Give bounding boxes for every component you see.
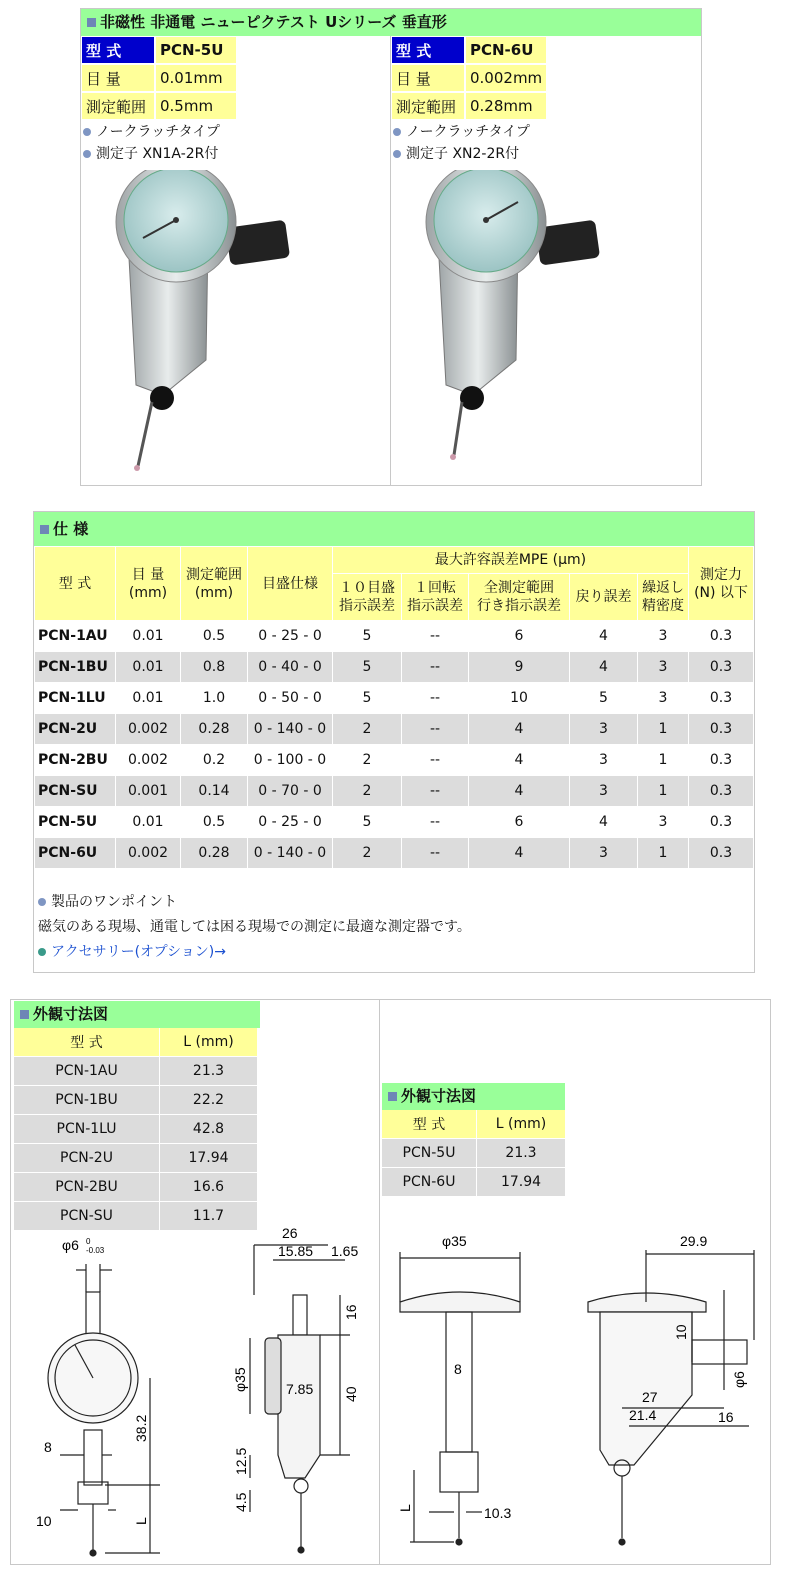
dim-phi6-tol: -0.03 xyxy=(86,1246,105,1255)
dim-26: 26 xyxy=(282,1225,298,1241)
onepoint-section xyxy=(38,890,471,965)
product-spec-table xyxy=(80,35,238,121)
dim-10-3: 10.3 xyxy=(484,1505,512,1521)
model-cell: PCN-SU xyxy=(35,776,115,806)
dim-phi35-r: φ35 xyxy=(442,1233,467,1249)
value-cell: 0.28 xyxy=(181,714,247,744)
value-cell: 1.0 xyxy=(202,690,226,706)
col-model: 型 式 xyxy=(35,547,115,620)
model-cell: PCN-2U xyxy=(14,1144,159,1172)
value-cell: 1 xyxy=(638,776,688,806)
range-value: 0.5mm xyxy=(156,93,236,119)
onepoint-label: 製品のワンポイント xyxy=(38,890,471,915)
value-cell: 4 xyxy=(599,814,608,830)
dim-10: 10 xyxy=(36,1513,52,1529)
value-cell: 0 - 40 - 0 xyxy=(248,652,332,682)
feature-item: ノークラッチタイプ xyxy=(393,121,548,143)
table-row xyxy=(35,776,753,806)
value-cell: 0.001 xyxy=(116,776,180,806)
table-row xyxy=(35,745,753,775)
value-cell: 0.2 xyxy=(202,752,226,768)
feature-list xyxy=(390,121,548,165)
dim-12-5: 12.5 xyxy=(233,1447,249,1475)
table-row xyxy=(14,1115,257,1143)
model-cell: PCN-1LU xyxy=(14,1115,159,1143)
col-range: 測定範囲 (mm) xyxy=(181,547,247,620)
value-cell: -- xyxy=(429,814,441,830)
grad-value: 0.01mm xyxy=(156,65,236,91)
value-cell: 4 xyxy=(570,652,637,682)
product-spec-table xyxy=(390,35,548,121)
grad-label: 目 量 xyxy=(82,65,154,91)
spec-table-wrap xyxy=(34,546,754,869)
model-cell: PCN-5U xyxy=(38,814,98,830)
value-cell: 3 xyxy=(570,714,637,744)
dim-L: L xyxy=(133,1517,149,1525)
value-cell: 4 xyxy=(469,776,569,806)
value-cell: 9 xyxy=(469,652,569,682)
model-cell: PCN-1LU xyxy=(38,690,106,706)
table-row xyxy=(35,838,753,868)
model-cell: PCN-1BU xyxy=(14,1086,159,1114)
table-row xyxy=(35,714,753,744)
value-cell: 0 - 140 - 0 xyxy=(248,838,332,868)
model-cell: PCN-1BU xyxy=(35,652,115,682)
value-cell: 0.28 xyxy=(181,838,247,868)
table-row xyxy=(14,1144,257,1172)
bullet-icon xyxy=(38,948,46,956)
product-card-pcn-5u xyxy=(80,35,238,165)
value-cell: 0 - 70 - 0 xyxy=(248,776,332,806)
dim-27: 27 xyxy=(642,1389,658,1405)
square-bullet-icon xyxy=(40,525,49,534)
value-cell: 0.3 xyxy=(709,752,733,768)
model-cell: PCN-2U xyxy=(35,714,115,744)
dim-10-r: 10 xyxy=(673,1324,689,1340)
table-row xyxy=(35,807,753,837)
length-cell: 11.7 xyxy=(160,1202,257,1230)
value-cell: 0 - 100 - 0 xyxy=(253,752,327,768)
value-cell: 1 xyxy=(658,752,668,768)
value-cell: 5 xyxy=(599,690,608,706)
length-cell: 17.94 xyxy=(160,1144,257,1172)
dim-1-65: 1.65 xyxy=(331,1243,359,1259)
length-cell: 22.2 xyxy=(160,1086,257,1114)
model-cell: PCN-6U xyxy=(382,1168,476,1196)
value-cell: 2 xyxy=(333,714,401,744)
range-value: 0.28mm xyxy=(466,93,546,119)
feature-item: 測定子 XN2-2R付 xyxy=(393,143,548,165)
feature-item: ノークラッチタイプ xyxy=(83,121,238,143)
value-cell: 0.01 xyxy=(132,690,164,706)
value-cell: 0.01 xyxy=(116,652,180,682)
value-cell: 3 xyxy=(658,690,668,706)
dim-29-9: 29.9 xyxy=(680,1233,708,1249)
dims-right-table: 型 式 L (mm) PCN-5U 21.3 PCN-6U 17.94 xyxy=(381,1109,566,1197)
value-cell: 0.3 xyxy=(709,814,733,830)
value-cell: 4 xyxy=(599,628,608,644)
dim-phi6-tol-top: 0 xyxy=(86,1237,91,1246)
model-cell: PCN-6U xyxy=(35,838,115,868)
model-cell: PCN-2BU xyxy=(14,1173,159,1201)
model-cell: PCN-5U xyxy=(382,1139,476,1167)
dim-38-2: 38.2 xyxy=(133,1414,149,1442)
dim-40: 40 xyxy=(343,1386,359,1402)
dim-phi6-r: φ6 xyxy=(731,1371,747,1388)
table-row xyxy=(14,1057,257,1085)
dims-right-table-wrap xyxy=(381,1109,566,1197)
model-label: 型 式 xyxy=(82,37,154,63)
value-cell: 0.5 xyxy=(202,628,226,644)
dim-4-5: 4.5 xyxy=(233,1492,249,1512)
value-cell: 5 xyxy=(333,652,401,682)
table-row xyxy=(382,1139,565,1167)
dims-right-title-bar: 外観寸法図 xyxy=(382,1083,565,1110)
model-cell: PCN-1AU xyxy=(38,628,108,644)
model-cell: PCN-1AU xyxy=(14,1057,159,1085)
value-cell: 0.3 xyxy=(689,776,753,806)
value-cell: -- xyxy=(402,838,468,868)
value-cell: 6 xyxy=(514,628,524,644)
value-cell: 0.002 xyxy=(116,714,180,744)
drawing-left xyxy=(20,1220,375,1565)
length-cell: 16.6 xyxy=(160,1173,257,1201)
value-cell: 2 xyxy=(362,752,372,768)
dim-8-r: 8 xyxy=(454,1361,462,1377)
col-dial: 目盛仕様 xyxy=(248,547,332,620)
dim-16: 16 xyxy=(343,1304,359,1320)
value-cell: 0.002 xyxy=(127,752,169,768)
model-value: PCN-5U xyxy=(156,37,236,63)
value-cell: -- xyxy=(402,652,468,682)
col-mpe: 最大許容誤差MPE (μm) xyxy=(333,547,688,573)
bullet-icon xyxy=(393,128,401,136)
model-cell: PCN-SU xyxy=(14,1202,159,1230)
model-value: PCN-6U xyxy=(466,37,546,63)
bullet-icon xyxy=(393,150,401,158)
value-cell: 1 xyxy=(638,838,688,868)
col-grad: 目 量 (mm) xyxy=(116,547,180,620)
table-row xyxy=(35,621,753,651)
bullet-icon xyxy=(83,128,91,136)
col-mpe-repeat: 繰返し 精密度 xyxy=(638,574,688,620)
spec-title: 仕 様 xyxy=(53,520,89,538)
value-cell: 2 xyxy=(333,838,401,868)
grad-label: 目 量 xyxy=(392,65,464,91)
length-cell: 42.8 xyxy=(160,1115,257,1143)
onepoint-text: 磁気のある現場、通電しては困る現場での測定に最適な測定器です。 xyxy=(38,919,471,935)
value-cell: 0.3 xyxy=(709,628,733,644)
value-cell: 3 xyxy=(570,838,637,868)
model-label: 型 式 xyxy=(392,37,464,63)
table-row xyxy=(14,1173,257,1201)
feature-item: 測定子 XN1A-2R付 xyxy=(83,143,238,165)
value-cell: 0.8 xyxy=(181,652,247,682)
product-card-pcn-6u xyxy=(390,35,548,165)
spec-table xyxy=(34,546,754,869)
range-label: 測定範囲 xyxy=(82,93,154,119)
dims-left-table: 型 式 L (mm) PCN-1AU 21.3 PCN-1BU 22.2 PCN-1LU 42.8 PCN-2U 17.94 PCN-2BU 16.6 PCN-SU 11.7 xyxy=(13,1027,258,1231)
value-cell: 4 xyxy=(469,714,569,744)
value-cell: 6 xyxy=(514,814,524,830)
value-cell: 4 xyxy=(514,752,524,768)
value-cell: 3 xyxy=(599,752,608,768)
value-cell: 0.14 xyxy=(181,776,247,806)
table-row xyxy=(14,1086,257,1114)
table-row xyxy=(35,683,753,713)
model-cell: PCN-2BU xyxy=(38,752,108,768)
col-mpe-return: 戻り誤差 xyxy=(570,574,637,620)
dim-7-85: 7.85 xyxy=(286,1381,314,1397)
value-cell: 0 - 25 - 0 xyxy=(258,814,322,830)
value-cell: 1 xyxy=(638,714,688,744)
value-cell: 2 xyxy=(333,776,401,806)
dim-15-85: 15.85 xyxy=(278,1243,314,1259)
length-cell: 21.3 xyxy=(160,1057,257,1085)
dim-L-r: L xyxy=(397,1504,413,1512)
bullet-icon xyxy=(83,150,91,158)
table-row xyxy=(35,652,753,682)
drawing-right xyxy=(384,1220,769,1565)
value-cell: 10 xyxy=(510,690,528,706)
value-cell: -- xyxy=(429,752,441,768)
value-cell: 3 xyxy=(638,652,688,682)
value-cell: 5 xyxy=(362,628,372,644)
value-cell: 0.3 xyxy=(709,690,733,706)
table-row xyxy=(382,1168,565,1196)
product-title-bar xyxy=(81,9,701,36)
feature-list xyxy=(80,121,238,165)
value-cell: 0.002 xyxy=(116,838,180,868)
product-photo-pcn-6u xyxy=(398,170,618,475)
value-cell: 0.01 xyxy=(132,628,164,644)
square-bullet-icon xyxy=(20,1010,29,1019)
bullet-icon xyxy=(38,898,46,906)
product-photo-pcn-5u xyxy=(88,170,308,475)
square-bullet-icon xyxy=(388,1092,397,1101)
dim-phi6: φ6 xyxy=(62,1237,79,1253)
value-cell: 3 xyxy=(570,776,637,806)
value-cell: 3 xyxy=(658,814,668,830)
dims-left-table-wrap xyxy=(13,1027,258,1231)
value-cell: 5 xyxy=(362,690,372,706)
accessory-link[interactable]: アクセサリー(オプション)→ xyxy=(38,940,471,965)
value-cell: 0.3 xyxy=(689,652,753,682)
value-cell: 0.5 xyxy=(202,814,226,830)
length-cell: 21.3 xyxy=(477,1139,565,1167)
value-cell: -- xyxy=(402,714,468,744)
dims-left-title-bar: 外観寸法図 xyxy=(14,1001,260,1028)
square-bullet-icon xyxy=(87,18,96,27)
value-cell: 0 - 50 - 0 xyxy=(258,690,322,706)
value-cell: 0.3 xyxy=(689,838,753,868)
dim-21-4: 21.4 xyxy=(629,1407,657,1423)
value-cell: 0 - 140 - 0 xyxy=(248,714,332,744)
col-mpe-10: １０目盛 指示誤差 xyxy=(333,574,401,620)
length-cell: 17.94 xyxy=(477,1168,565,1196)
dim-16-r: 16 xyxy=(718,1409,734,1425)
value-cell: -- xyxy=(429,628,441,644)
col-force: 測定力 (N) 以下 xyxy=(689,547,753,620)
col-mpe-1rev: １回転 指示誤差 xyxy=(402,574,468,620)
value-cell: 0.3 xyxy=(689,714,753,744)
range-label: 測定範囲 xyxy=(392,93,464,119)
grad-value: 0.002mm xyxy=(466,65,546,91)
value-cell: -- xyxy=(429,690,441,706)
col-mpe-full: 全測定範囲 行き指示誤差 xyxy=(469,574,569,620)
value-cell: 0.01 xyxy=(132,814,164,830)
dim-phi35: φ35 xyxy=(232,1367,248,1392)
value-cell: -- xyxy=(402,776,468,806)
value-cell: 0 - 25 - 0 xyxy=(258,628,322,644)
value-cell: 5 xyxy=(362,814,372,830)
value-cell: 3 xyxy=(658,628,668,644)
spec-title-bar xyxy=(34,512,754,546)
dim-8: 8 xyxy=(44,1439,52,1455)
product-title: 非磁性 非通電 ニューピクテスト Uシリーズ 垂直形 xyxy=(100,13,447,31)
dims-divider xyxy=(379,1000,380,1564)
value-cell: 4 xyxy=(469,838,569,868)
